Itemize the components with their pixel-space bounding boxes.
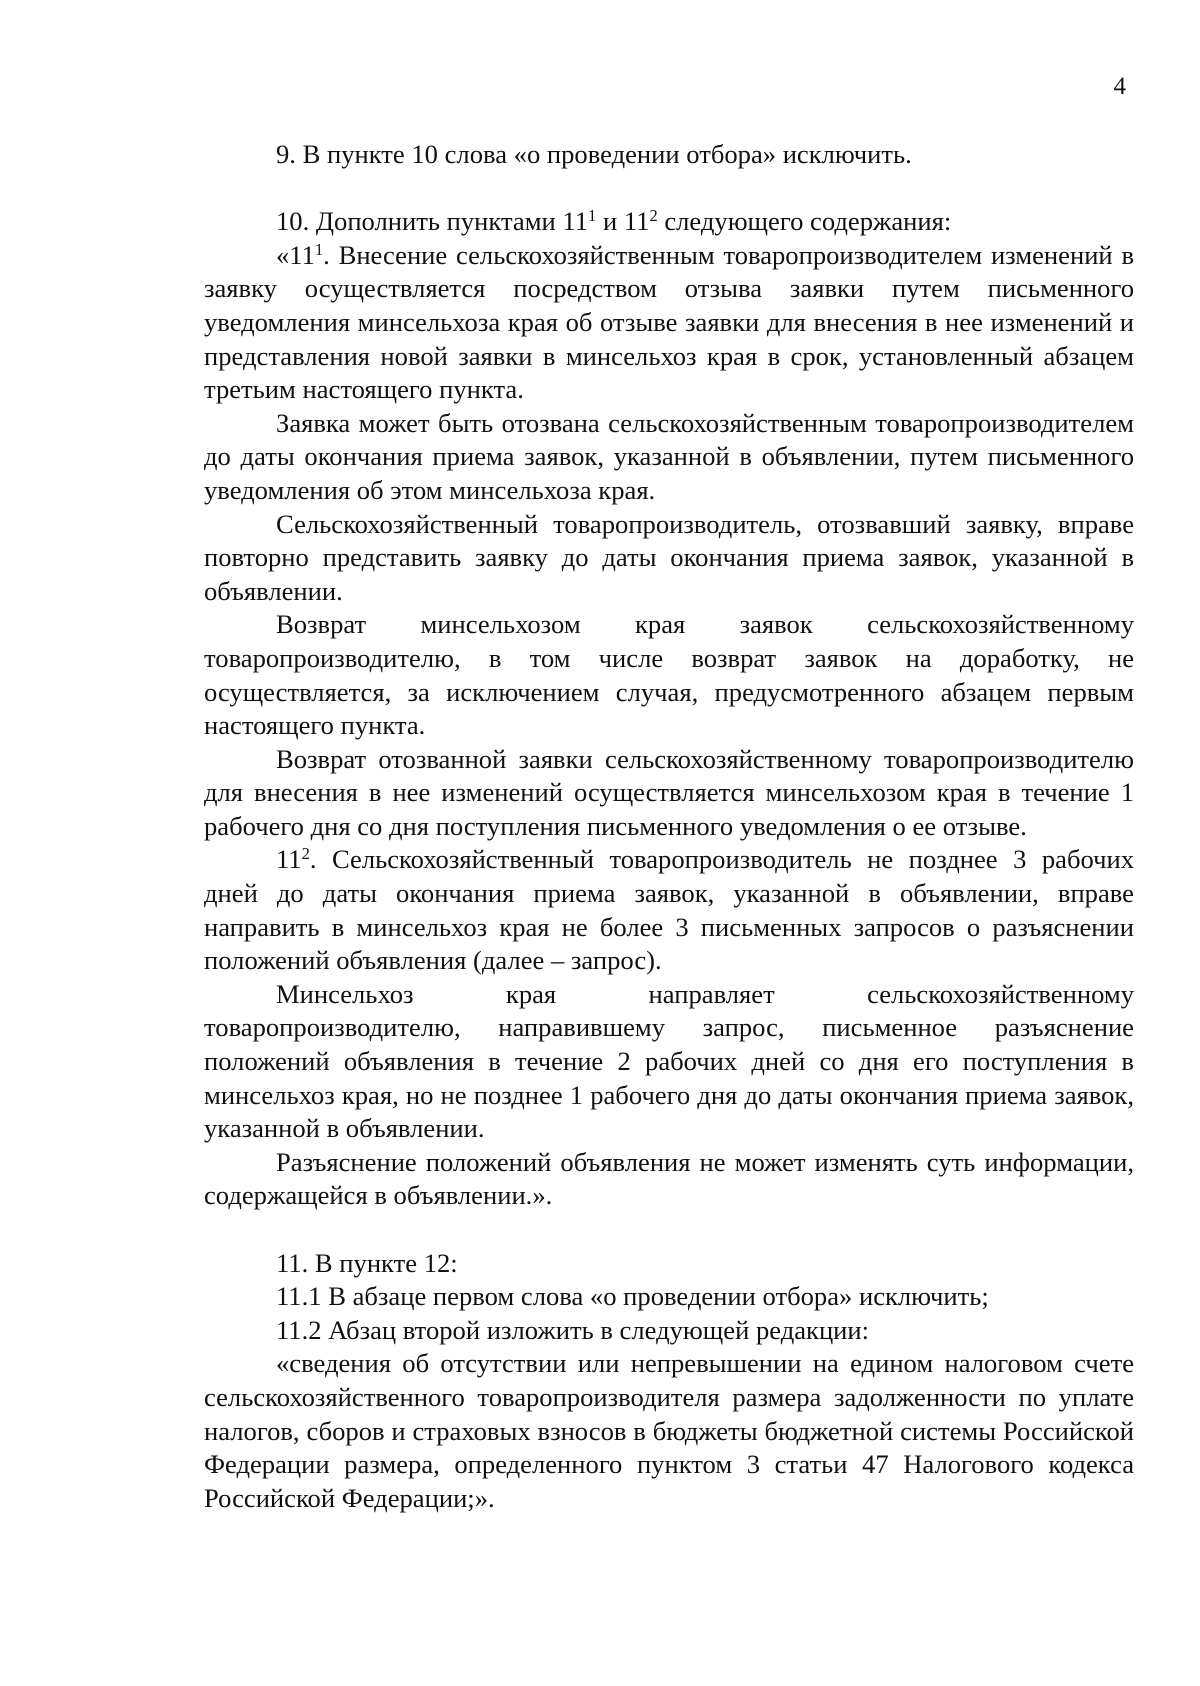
item-10-intro [204,205,1134,239]
clarify-paragraph: Разъяснение положений объявления не может изменять суть информации, содержащейся в объявлении.». [204,1146,1134,1211]
item-11-2-paragraph: 11.2 Абзац второй изложить в следующей редакции: [276,1314,870,1345]
item-11-1-paragraph: 11.1 В абзаце первом слова «о проведении отбора» исключить; [276,1281,989,1312]
superscript: 1 [588,206,597,226]
point-11-2-prefix: 11 [276,844,302,875]
return-paragraph: Возврат минсельхозом края заявок сельскохозяйственному товаропроизводителю, в том числе возврат заявок на доработку, не осуществляется, за исключением случая, предусмотренного абзацем первым настоящего пункта. [204,609,1134,741]
superscript: 2 [649,206,658,226]
item-11-intro: 11. В пункте 12: [276,1247,458,1278]
point-11-1-prefix: «11 [276,239,315,270]
document-body [204,138,1134,1515]
item-10-intro-text-c: следующего содержания: [657,206,952,237]
point-11-2-text: . Сельскохозяйственный товаропроизводитель не позднее 3 рабочих дней до даты окончания приема заявок, указанной в объявлении, вправе направить в минсельхоз края не более 3 письменных запросов о разъяснении положений объявления (далее – запрос). [204,844,1134,976]
item-11-quote-paragraph: «сведения об отсутствии или непревышении на едином налоговом счете сельскохозяйственного товаропроизводителя размера задолженности по уплате налогов, сборов и страховых взносов в бюджеты бюджетной системы Российской Федерации размера, определенного пунктом 3 статьи 47 Налогового кодекса Российской Федерации;». [204,1348,1134,1513]
superscript: 2 [301,844,310,864]
return-withdrawn-paragraph: Возврат отозванной заявки сельскохозяйственному товаропроизводителю для внесения в нее изменений осуществляется минсельхозом края в течение 1 рабочего дня со дня поступления письменного уведомления о ее отзыве. [204,743,1134,841]
item-9-paragraph: 9. В пункте 10 слова «о проведении отбора» исключить. [276,139,912,169]
point-11-1-text: . Внесение сельскохозяйственным товаропроизводителем изменений в заявку осуществляется посредством отзыва заявки путем письменного уведомления минсельхоза края об отзыве заявки для внесения в нее изменений и представления новой заявки в минсельхоз края в срок, установленный абзацем третьим настоящего пункта. [204,239,1134,405]
item-10-intro-text-a: 10. Дополнить пунктами 11 [276,206,589,237]
item-10-intro-text-b: и 11 [596,206,650,237]
superscript: 1 [314,239,324,259]
point-11-2-paragraph [204,843,1134,977]
page-number: 4 [1113,73,1126,100]
withdraw-paragraph: Заявка может быть отозвана сельскохозяйственным товаропроизводителем до даты окончания приема заявок, указанной в объявлении, путем письменного уведомления об этом минсельхоза края. [204,407,1134,505]
answer-paragraph: Минсельхоз края направляет сельскохозяйственному товаропроизводителю, направившему запрос, письменное разъяснение положений объявления в течение 2 рабочих дней со дня его поступления в минсельхоз края, но не позднее 1 рабочего дня до даты окончания приема заявок, указанной в объявлении. [204,978,1134,1144]
resubmit-paragraph: Сельскохозяйственный товаропроизводитель, отозвавший заявку, вправе повторно представить заявку до даты окончания приема заявок, указанной в объявлении. [204,508,1134,606]
point-11-1-paragraph [204,239,1134,407]
